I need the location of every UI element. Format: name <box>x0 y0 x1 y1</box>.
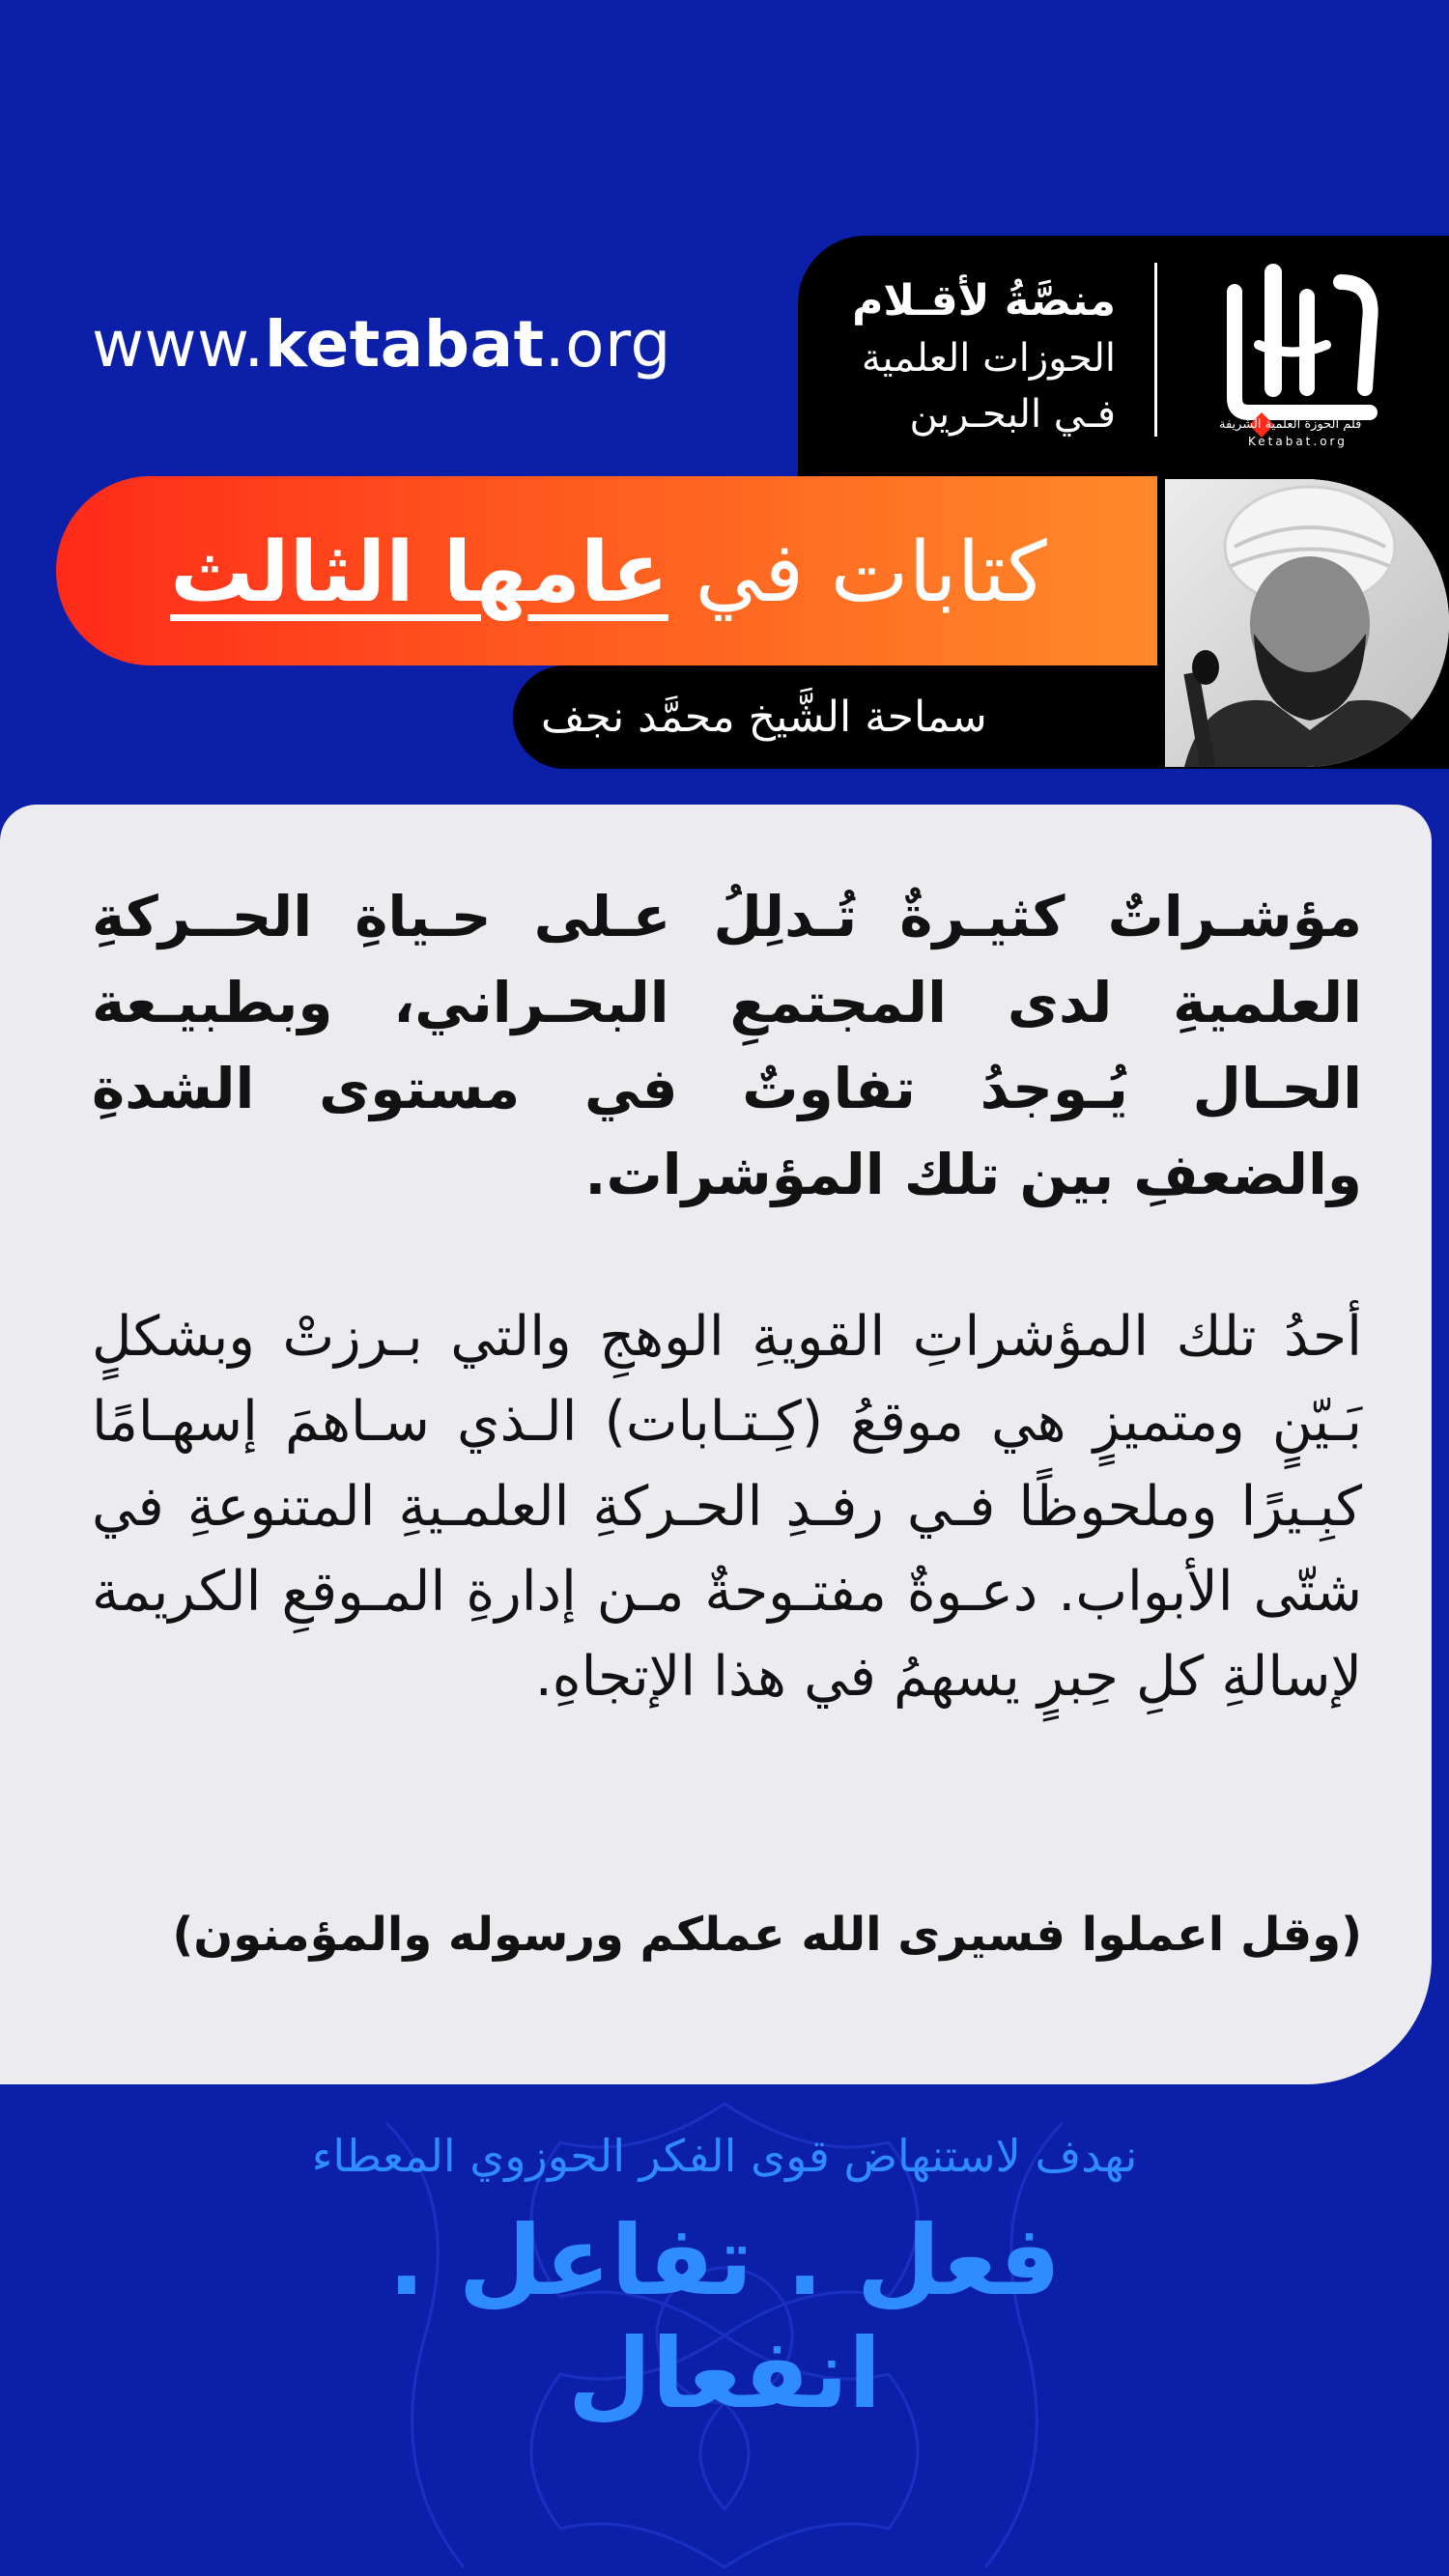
url-prefix: www. <box>92 307 265 382</box>
footer-tagline: نهدف لاستنهاض قوى الفكر الحوزوي المعطاء <box>311 2130 1138 2182</box>
author-portrait-icon <box>1165 479 1449 767</box>
url-suffix: .org <box>544 307 671 382</box>
tagline-line-1: منصَّةُ لأقـلام <box>852 276 1116 326</box>
article-title <box>126 491 1092 655</box>
logo-divider <box>1154 263 1157 437</box>
title-bold: عامها الثالث <box>170 524 669 621</box>
article-paragraph-2: أحدُ تلك المؤشراتِ القويةِ الوهجِ والتي بـرزتْ وبشكلٍ بَـيّنٍ ومتميزٍ هي موقعُ (كِـتـابات) الـذي سـاهمَ إسهـامًا كبِـيرًا وملحوظًا فـي رفـدِ الحـركةِ العلمـيةِ المتنوعةِ في شتّى الأبواب. دعـوةٌ مفتـوحةٌ مـن إدارةِ المـوقعِ الكريمة لإسالةِ كلِ حِبرٍ يسهمُ في هذا الإتجاهِ. <box>92 1305 1362 1709</box>
title-light: كتابات في <box>695 524 1047 621</box>
tagline-line-2: الحوزات العلمية <box>861 336 1116 381</box>
tagline-line-3: فـي البحـرين <box>909 392 1116 437</box>
footer-slogan: فعل . تفاعل . انفعال <box>387 2204 1062 2430</box>
platform-tagline <box>852 272 1116 442</box>
logo-domain: Ketabat.org <box>1248 435 1348 448</box>
article-paragraph-1: مؤشـراتٌ كثيـرةٌ تُـدلِلُ عـلى حـياةِ الحــركةِ العلميةِ لدى المجتمعِ البحـراني، وبطبيـعة الحـال يُـوجدُ تفاوتٌ في مستوى الشدةِ والضعفِ بين تلك المؤشرات. <box>92 884 1362 1207</box>
author-name: سماحة الشَّيخ محمَّد نجف <box>541 693 987 742</box>
logo-subtitle: قلم الحوزة العلمية الشريفة <box>1219 417 1362 432</box>
website-url[interactable] <box>92 307 671 382</box>
url-brand: ketabat <box>264 307 545 382</box>
quranic-verse: (وقل اعملوا فسيرى الله عملكم ورسوله والمؤمنون) <box>172 1908 1362 1962</box>
author-photo <box>1165 479 1449 767</box>
